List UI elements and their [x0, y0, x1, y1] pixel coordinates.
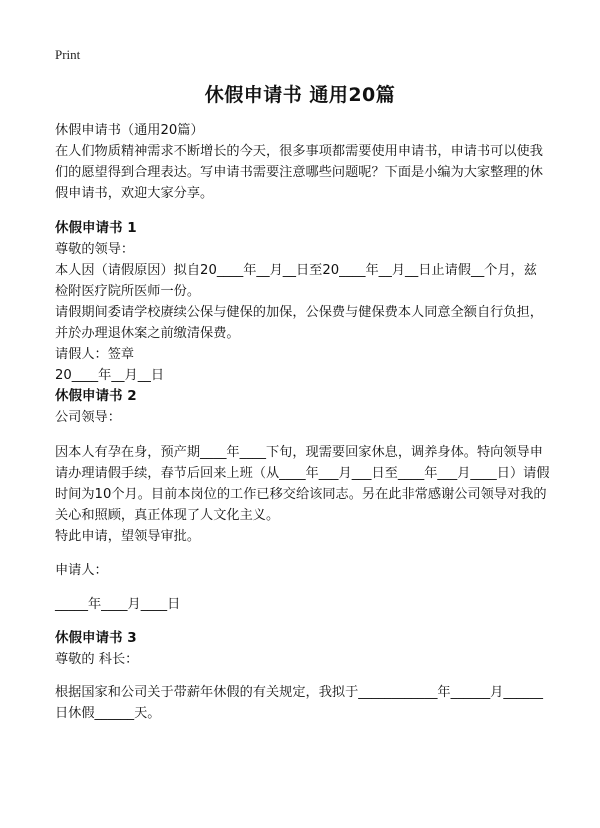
body-paragraph: 根据国家和公司关于带薪年休假的有关规定，我拟于____________年______月______日休假______天。: [55, 685, 543, 721]
document-subtitle: 休假申请书（通用20篇）: [55, 123, 204, 138]
document-title: 休假申请书 通用20篇: [204, 84, 396, 106]
date-line: 20____年__月__日: [55, 368, 165, 383]
greeting: 尊敬的 科长：: [55, 652, 139, 667]
body-paragraph: 请假期间委请学校赓续公保与健保的加保，公保费与健保费本人同意全额自行负担，并於办理退休案之前缴清保费。: [55, 305, 543, 341]
applicant-line: 请假人：签章: [55, 347, 135, 362]
applicant-line: 申请人：: [55, 563, 108, 578]
greeting: 公司领导：: [55, 410, 121, 425]
section-heading: 休假申请书 2: [55, 388, 137, 404]
body-paragraph: 因本人有孕在身，预产期____年____下旬，现需要回家休息，调养身体。特向领导申请办理请假手续，春节后回来上班（从____年___月___日至____年___月____日）请假时间为10个月。目前本岗位的工作已移交给该同志。另在此非常感谢公司领导对我的关心和照顾，真正体现了人文化主义。: [55, 445, 550, 523]
section-heading: 休假申请书 3: [55, 630, 137, 646]
section-heading: 休假申请书 1: [55, 220, 137, 236]
greeting: 尊敬的领导：: [55, 242, 135, 257]
body-paragraph: 特此申请，望领导审批。: [55, 529, 201, 544]
print-link[interactable]: Print: [55, 47, 81, 62]
date-line: _____年____月____日: [55, 597, 181, 612]
intro-paragraph: 在人们物质精神需求不断增长的今天，很多事项都需要使用申请书，申请书可以使我们的愿望得到合理表达。写申请书需要注意哪些问题呢？下面是小编为大家整理的休假申请书，欢迎大家分享。: [55, 144, 543, 201]
body-paragraph: 本人因（请假原因）拟自20____年__月__日至20____年__月__日止请假__个月，兹检附医疗院所医师一份。: [55, 263, 537, 299]
document-body: [55, 120, 550, 724]
